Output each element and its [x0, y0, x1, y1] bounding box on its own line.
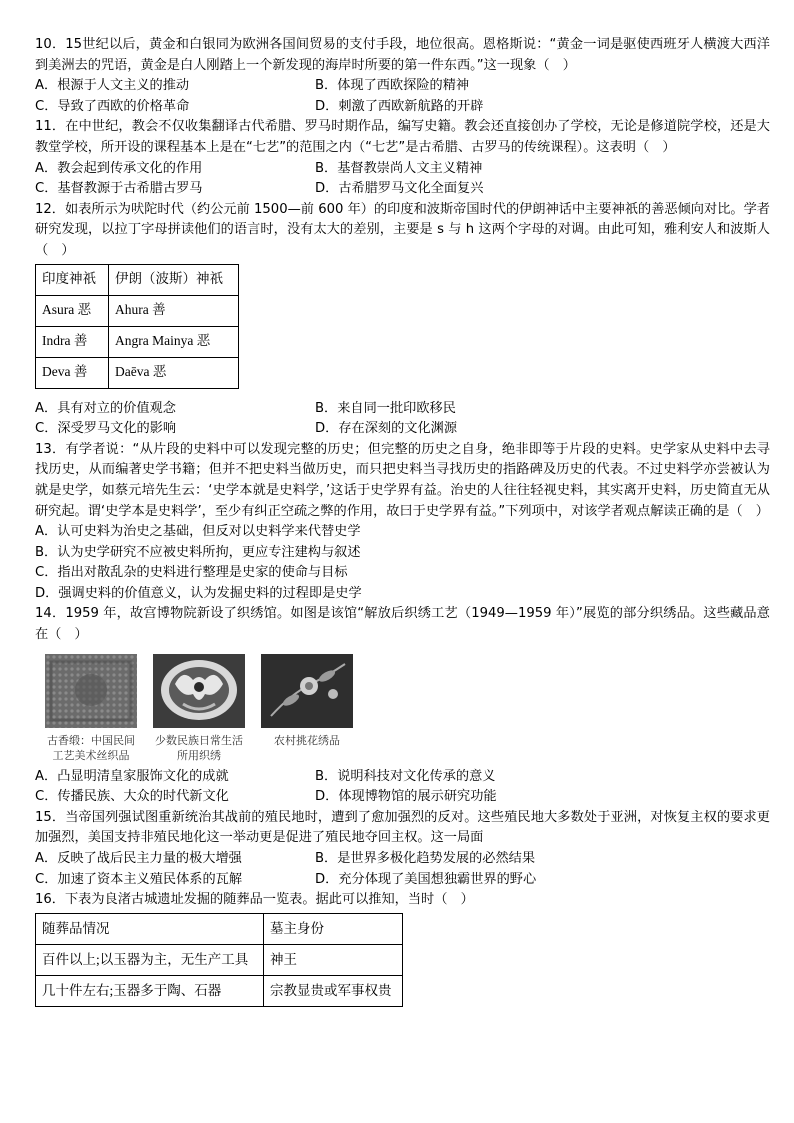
table-row	[36, 944, 403, 975]
q10-option-a[interactable]: A．根源于人文主义的推动	[35, 78, 190, 94]
exam-page	[35, 35, 770, 1017]
q11-options	[35, 159, 770, 200]
q11-stem: 11．在中世纪，教会不仅收集翻译古代希腊、罗马时期作品，编写史籍。教会还直接创办了学校，无论是修道院学校，还是大教堂学校，所开设的课程基本上是在“七艺”的范围之内（“七艺”是古希腊、古罗马的传统课程）。这表明（ ）	[35, 119, 770, 155]
q14-image-1	[43, 654, 139, 763]
q14-stem: 14．1959 年，故宫博物院新设了织绣馆。如图是该馆“解放后织绣工艺（1949—1959 年）”展览的部分织绣品。这些藏品意在（ ）	[35, 606, 770, 643]
table-header-row	[36, 264, 239, 295]
table-cell: 宗教显贵或军事权贵	[264, 975, 403, 1006]
q15-option-a[interactable]: A．反映了战后民主力量的极大增强	[35, 851, 242, 867]
q14-option-c[interactable]: C．传播民族、大众的时代新文化	[35, 789, 229, 805]
q13-option-c[interactable]: C．指出对散乱杂的史料进行整理是史家的使命与目标	[35, 565, 348, 581]
q14-caption-1: 古香缎：中国民间工艺美术丝织品	[47, 733, 135, 762]
q10-option-d[interactable]: D．刺激了西欧新航路的开辟	[315, 98, 484, 114]
cross-stitch-photo	[261, 654, 353, 728]
q13-option-a[interactable]: A．认可史料为治史之基础，但反对以史料学来代替史学	[35, 524, 361, 540]
q15-options	[35, 849, 770, 890]
table-row	[36, 357, 239, 388]
q14-option-b[interactable]: B．说明科技对文化传承的意义	[315, 768, 496, 784]
table-cell: Deva 善	[36, 357, 109, 388]
q14-image-3	[259, 654, 355, 763]
q11-option-c[interactable]: C．基督教源于古希腊古罗马	[35, 181, 203, 197]
q15-option-b[interactable]: B．是世界多极化趋势发展的必然结果	[315, 851, 536, 867]
q13-stem: 13．有学者说：“从片段的史料中可以发现完整的历史；但完整的历史之自身，绝非即等于片段的史料。史学家从史料中去寻找历史，从而编著史学书籍；但并不把史料当做历史，而只把史料当寻找历史的指路碑及历史的代表。不过史料学亦尝被认为就是史学，如蔡元培先生云：‘史学本就是史料学，’这话于史学界有益。治史的人往往轻视史料，其实离开史料，历史简直无从研究起。谓‘史学本是史料学’，至少有纠正空疏之弊的作用，故曰于史学界有益。”下列项中，对该学者观点解读正确的是（ ）	[35, 441, 770, 519]
q13-option-d[interactable]: D．强调史料的价值意义，认为发掘史料的过程即是史学	[35, 585, 362, 601]
brocade-photo	[45, 654, 137, 728]
q12-option-b[interactable]: B．来自同一批印欧移民	[315, 400, 456, 416]
table-cell: 几十件左右;玉器多于陶、石器	[36, 975, 264, 1006]
table-header-cell: 随葬品情况	[36, 913, 264, 944]
q13-option-b[interactable]: B．认为史学研究不应被史料所拘，更应专注建构与叙述	[35, 544, 361, 560]
q12-option-c[interactable]: C．深受罗马文化的影响	[35, 421, 177, 437]
q15-option-d[interactable]: D．充分体现了美国想独霸世界的野心	[315, 871, 537, 887]
q10-option-c[interactable]: C．导致了西欧的价格革命	[35, 98, 190, 114]
q11-option-a[interactable]: A．教会起到传承文化的作用	[35, 160, 203, 176]
q12-table	[35, 264, 239, 389]
table-row	[36, 975, 403, 1006]
q16-stem: 16．下表为良渚古城遗址发掘的随葬品一览表。据此可以推知，当时（ ）	[35, 892, 474, 908]
table-header-row	[36, 913, 403, 944]
table-row	[36, 326, 239, 357]
q14-option-d[interactable]: D．体现博物馆的展示研究功能	[315, 789, 497, 805]
q14-image-2	[151, 654, 247, 763]
table-header-cell: 印度神祇	[36, 264, 109, 295]
embroidery-photo	[153, 654, 245, 728]
q16-table	[35, 913, 403, 1007]
q10-option-b[interactable]: B．体现了西欧探险的精神	[315, 78, 470, 94]
table-cell: 神王	[264, 944, 403, 975]
q13-options	[35, 522, 770, 604]
q14-option-a[interactable]: A．凸显明清皇家服饰文化的成就	[35, 768, 229, 784]
q14-images	[43, 654, 770, 763]
table-cell: Asura 恶	[36, 295, 109, 326]
q14-caption-3: 农村挑花绣品	[274, 733, 340, 747]
q11-option-b[interactable]: B．基督教崇尚人文主义精神	[315, 160, 483, 176]
q14-caption-2: 少数民族日常生活所用织绣	[155, 733, 243, 762]
table-cell: Ahura 善	[109, 295, 239, 326]
q12-option-d[interactable]: D．存在深刻的文化渊源	[315, 421, 458, 437]
q12-option-a[interactable]: A．具有对立的价值观念	[35, 400, 176, 416]
q15-option-c[interactable]: C．加速了资本主义殖民体系的瓦解	[35, 871, 243, 887]
table-cell: Daēva 恶	[109, 357, 239, 388]
table-cell: Angra Mainya 恶	[109, 326, 239, 357]
q12-options	[35, 399, 770, 440]
table-header-cell: 伊朗（波斯）神祇	[109, 264, 239, 295]
table-row	[36, 295, 239, 326]
q15-stem: 15．当帝国列强试图重新统治其战前的殖民地时，遭到了愈加强烈的反对。这些殖民地大多数处于亚洲，对恢复主权的要求更加强烈，美国支持非殖民地化这一举动更是促进了殖民地夺回主权。这一局面	[35, 809, 770, 846]
table-header-cell: 墓主身份	[264, 913, 403, 944]
q11-option-d[interactable]: D．古希腊罗马文化全面复兴	[315, 181, 484, 197]
table-cell: 百件以上;以玉器为主，无生产工具	[36, 944, 264, 975]
q12-stem: 12．如表所示为吠陀时代（约公元前 1500—前 600 年）的印度和波斯帝国时代的伊朗神话中主要神祇的善恶倾向对比。学者研究发现，以拉丁字母拼读他们的语言时，没有太大的差别，主要是 s 与 h 这两个字母的对调。由此可知，雅利安人和波斯人（ ）	[35, 201, 770, 258]
q10-stem: 10．15世纪以后，黄金和白银同为欧洲各国间贸易的支付手段，地位很高。恩格斯说：“黄金一词是驱使西班牙人横渡大西洋到美洲去的咒语，黄金是白人刚踏上一个新发现的海岸时所要的第一件东西。”这一现象（ ）	[35, 37, 770, 73]
table-cell: Indra 善	[36, 326, 109, 357]
q14-options	[35, 767, 770, 808]
q10-options	[35, 76, 770, 117]
